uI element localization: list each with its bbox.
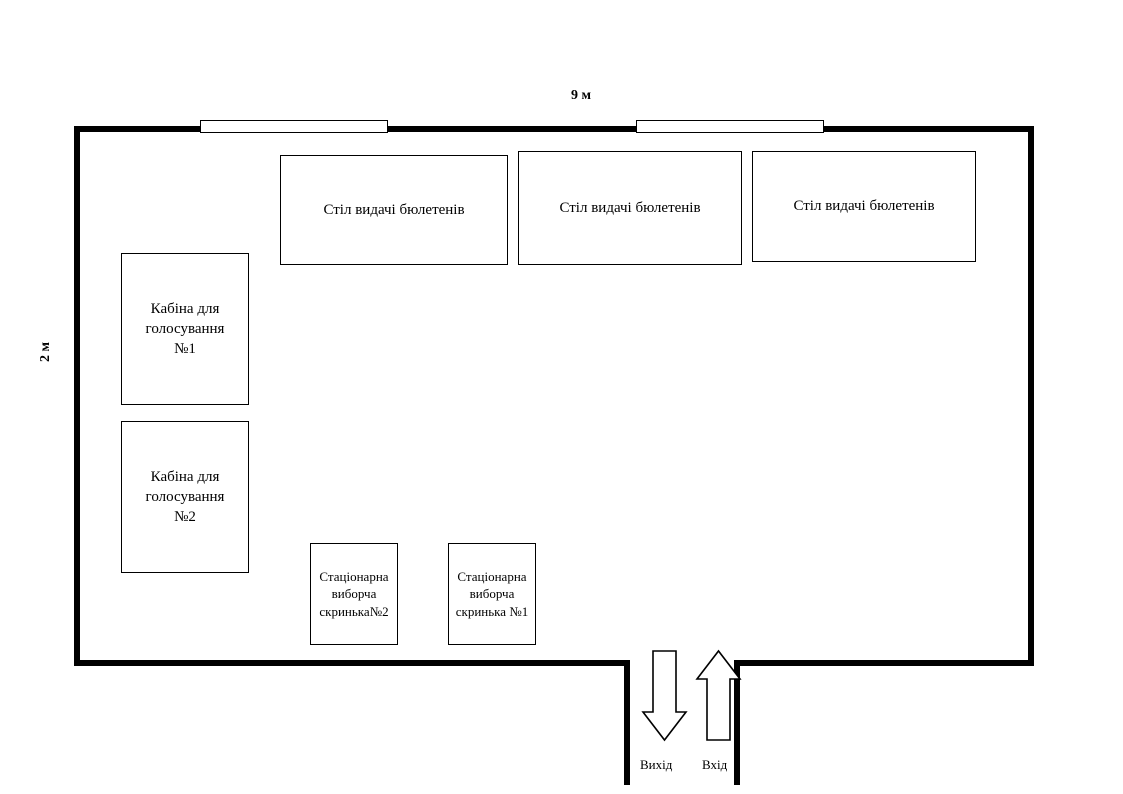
ballot-issue-table-1-label: Стіл видачі бюлетенів xyxy=(323,201,465,218)
ballot-issue-table-3 xyxy=(752,151,976,262)
entry-label: Вхід xyxy=(702,757,728,772)
ballot-issue-table-2-label: Стіл видачі бюлетенів xyxy=(559,199,701,216)
voting-booth-2 xyxy=(121,421,249,573)
wall-bottom-left xyxy=(74,660,630,666)
ballot-box-2-label-line1: Стаціонарна xyxy=(319,568,389,584)
ballot-box-1-label-line2: виборча xyxy=(469,586,515,602)
window-left xyxy=(200,120,388,133)
voting-booth-2-label-line1: Кабіна для xyxy=(150,468,220,485)
ballot-box-2-label-line2: виборча xyxy=(331,586,377,602)
voting-booth-1-label-line1: Кабіна для xyxy=(150,300,220,317)
wall-vestibule-left xyxy=(624,660,630,785)
wall-vestibule-right xyxy=(734,660,740,785)
ballot-box-1-label-line1: Стаціонарна xyxy=(457,568,527,584)
exit-label: Вихід xyxy=(640,757,673,772)
ballot-issue-table-2 xyxy=(518,151,742,265)
wall-bottom-right xyxy=(734,660,1034,666)
wall-left xyxy=(74,126,80,666)
ballot-issue-table-1 xyxy=(280,155,508,265)
wall-right xyxy=(1028,126,1034,666)
exit-arrow-icon xyxy=(643,651,686,740)
dimension-label-top: 9 м xyxy=(571,88,592,103)
voting-booth-1-label-line3: №1 xyxy=(174,341,196,358)
ballot-box-1-label-line3: скринька №1 xyxy=(455,603,529,619)
ballot-issue-table-3-label: Стіл видачі бюлетенів xyxy=(793,198,935,215)
ballot-box-2 xyxy=(310,543,398,645)
window-right xyxy=(636,120,824,133)
voting-booth-1 xyxy=(121,253,249,405)
voting-booth-2-label-line2: голосування xyxy=(145,488,225,505)
voting-booth-1-label-line2: голосування xyxy=(145,320,225,337)
ballot-box-1 xyxy=(448,543,536,645)
dimension-label-left: 2 м xyxy=(38,341,53,362)
voting-booth-2-label-line3: №2 xyxy=(174,509,196,526)
ballot-box-2-label-line3: скринька№2 xyxy=(319,603,389,619)
